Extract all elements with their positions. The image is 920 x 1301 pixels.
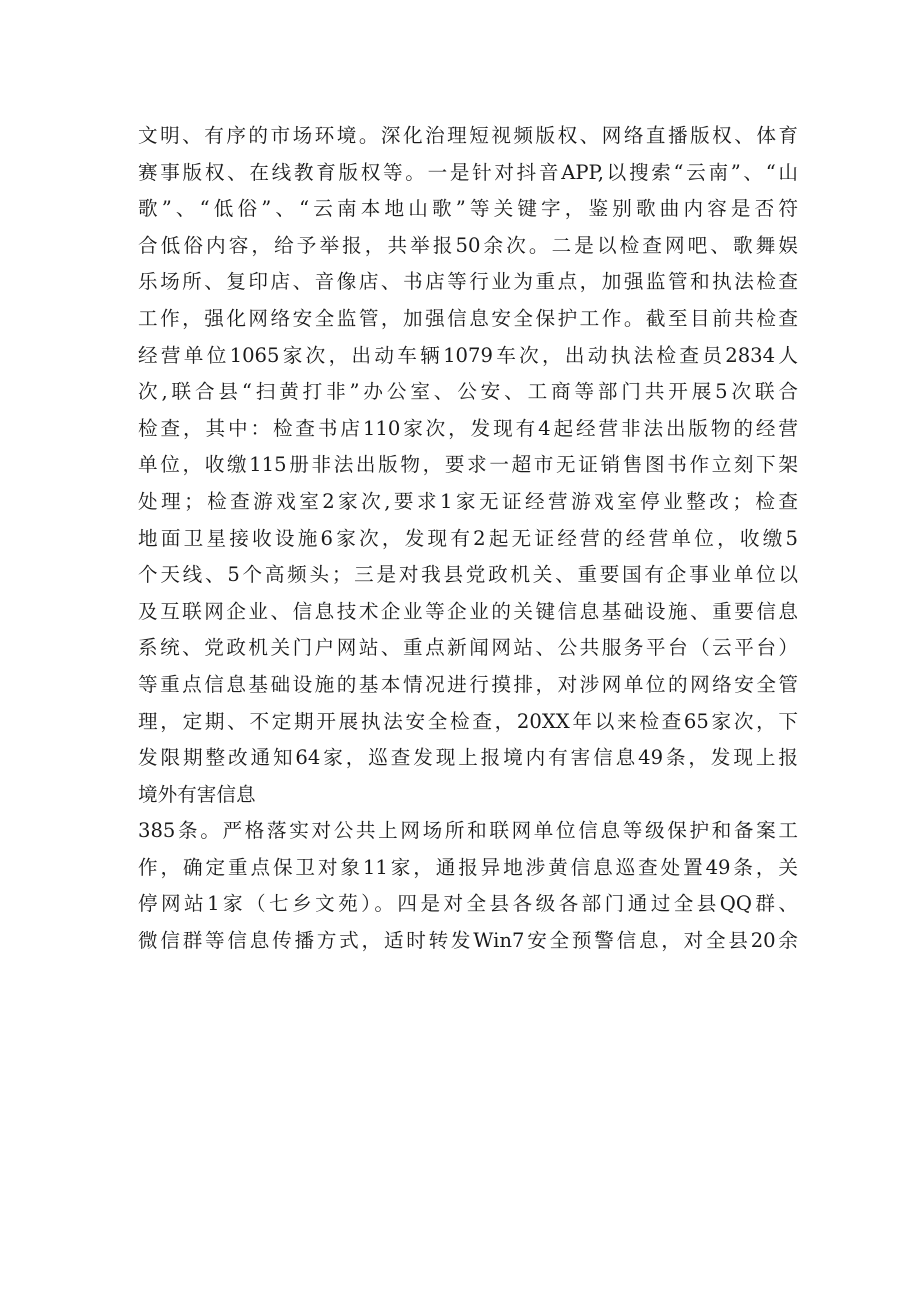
text-line: 合低俗内容，给予举报，共举报50余次。二是以检查网吧、歌舞娱	[138, 233, 798, 257]
text-line: 发限期整改通知64家，巡查发现上报境内有害信息49条，发现上报	[138, 746, 798, 770]
document-body	[138, 118, 798, 960]
text-line: 单位，收缴115册非法出版物，要求一超市无证销售图书作立刻下架	[138, 453, 798, 477]
text-line: 歌”、“低俗”、“云南本地山歌”等关键字，鉴别歌曲内容是否符	[138, 197, 798, 221]
text-line: 个天线、5个高频头；三是对我县党政机关、重要国有企事业单位以	[138, 563, 798, 587]
text-line: 处理；检查游戏室2家次,要求1家无证经营游戏室停业整改；检查	[138, 489, 798, 513]
text-line: 理，定期、不定期开展执法安全检查，20XX年以来检查65家次，下	[138, 709, 798, 733]
text-line: 检查，其中：检查书店110家次，发现有4起经营非法出版物的经营	[138, 416, 798, 440]
text-line: 赛事版权、在线教育版权等。一是针对抖音APP,以搜索“云南”、“山	[138, 160, 798, 184]
text-line: 地面卫星接收设施6家次，发现有2起无证经营的经营单位，收缴5	[138, 526, 798, 550]
text-line: 次,联合县“扫黄打非”办公室、公安、工商等部门共开展5次联合	[138, 380, 798, 404]
text-line: 微信群等信息传播方式，适时转发Win7安全预警信息，对全县20余	[138, 929, 798, 953]
text-line: 385条。严格落实对公共上网场所和联网单位信息等级保护和备案工	[138, 819, 798, 843]
text-line: 等重点信息基础设施的基本情况进行摸排，对涉网单位的网络安全管	[138, 672, 798, 696]
text-line: 及互联网企业、信息技术企业等企业的关键信息基础设施、重要信息	[138, 599, 798, 623]
text-line: 经营单位1065家次，出动车辆1079车次，出动执法检查员2834人	[138, 343, 798, 367]
text-line: 作，确定重点保卫对象11家，通报异地涉黄信息巡查处置49条，关	[138, 855, 798, 879]
text-line: 系统、党政机关门户网站、重点新闻网站、公共服务平台（云平台）	[138, 636, 798, 660]
text-line: 文明、有序的市场环境。深化治理短视频版权、网络直播版权、体育	[138, 124, 798, 147]
text-line: 境外有害信息	[138, 782, 256, 806]
text-line: 工作，强化网络安全监管，加强信息安全保护工作。截至目前共检查	[138, 306, 798, 330]
text-line: 停网站1家（七乡文苑）。四是对全县各级各部门通过全县QQ群、	[138, 892, 798, 916]
text-line: 乐场所、复印店、音像店、书店等行业为重点，加强监管和执法检查	[138, 270, 798, 294]
